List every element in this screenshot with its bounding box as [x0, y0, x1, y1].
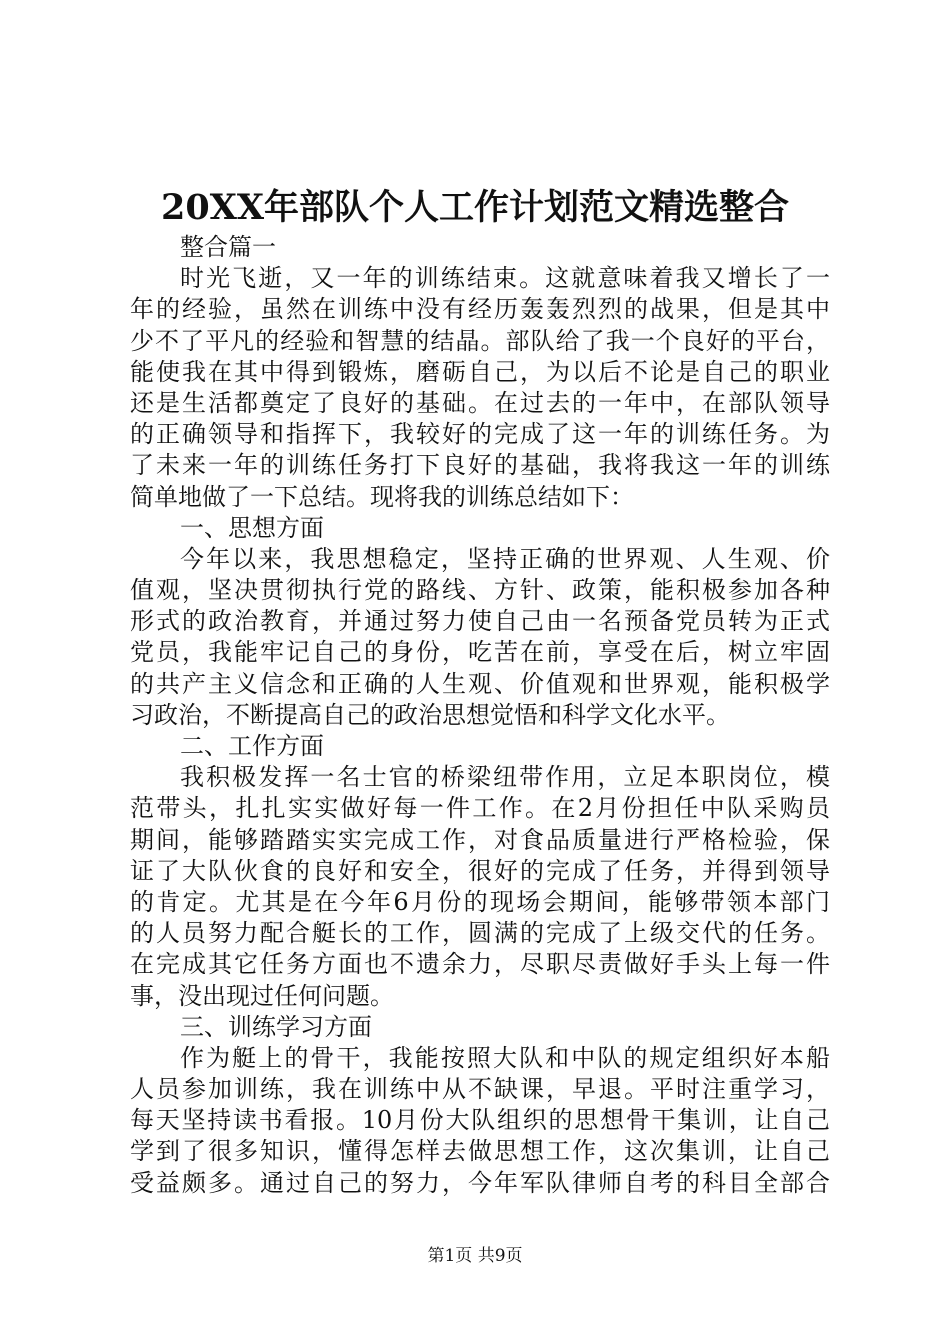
paragraph-line: 形式的政治教育，并通过努力使自己由一名预备党员转为正式: [130, 607, 830, 636]
paragraph-line: 的共产主义信念和正确的人生观、价值观和世界观，能积极学: [130, 669, 830, 698]
paragraph-line: 受益颇多。通过自己的努力，今年军队律师自考的科目全部合: [130, 1168, 830, 1197]
paragraph-line: 我积极发挥一名士官的桥梁纽带作用，立足本职岗位，模: [180, 763, 830, 792]
paragraph-line: 了未来一年的训练任务打下良好的基础，我将我这一年的训练: [130, 451, 830, 480]
paragraph-line: 证了大队伙食的良好和安全，很好的完成了任务，并得到领导: [130, 856, 830, 885]
paragraph-line: 习政治，不断提高自己的政治思想觉悟和科学文化水平。: [130, 700, 730, 729]
section-heading: 三、训练学习方面: [180, 1012, 372, 1041]
page-number: 第1页 共9页: [427, 1246, 523, 1266]
paragraph-line: 作为艇上的骨干，我能按照大队和中队的规定组织好本船: [180, 1043, 830, 1072]
paragraph-line: 简单地做了一下总结。现将我的训练总结如下：: [130, 482, 634, 511]
paragraph-line: 能使我在其中得到锻炼，磨砺自己，为以后不论是自己的职业: [130, 357, 830, 386]
paragraph-line: 期间，能够踏踏实实完成工作，对食品质量进行严格检验，保: [130, 825, 830, 854]
paragraph-line: 人员参加训练，我在训练中从不缺课，早退。平时注重学习，: [130, 1075, 830, 1104]
paragraph-line: 值观，坚决贯彻执行党的路线、方针、政策，能积极参加各种: [130, 576, 830, 605]
paragraph-line: 的正确领导和指挥下，我较好的完成了这一年的训练任务。为: [130, 420, 830, 449]
section-heading: 一、思想方面: [180, 513, 324, 542]
paragraph-line: 少不了平凡的经验和智慧的结晶。部队给了我一个良好的平台，: [130, 326, 830, 355]
paragraph-line: 的肯定。尤其是在今年6月份的现场会期间，能够带领本部门: [130, 887, 830, 916]
paragraph-line: 还是生活都奠定了良好的基础。在过去的一年中，在部队领导: [130, 388, 830, 417]
document-title: 20XX年部队个人工作计划范文精选整合: [160, 187, 790, 228]
paragraph-line: 时光飞逝，又一年的训练结束。这就意味着我又增长了一: [180, 264, 830, 293]
paragraph-line: 今年以来，我思想稳定，坚持正确的世界观、人生观、价: [180, 544, 830, 573]
paragraph-line: 年的经验，虽然在训练中没有经历轰轰烈烈的战果，但是其中: [130, 295, 830, 324]
paragraph-line: 学到了很多知识，懂得怎样去做思想工作，这次集训，让自己: [130, 1137, 830, 1166]
paragraph-line: 事，没出现过任何问题。: [130, 981, 394, 1010]
paragraph-line: 的人员努力配合艇长的工作，圆满的完成了上级交代的任务。: [130, 919, 830, 948]
paragraph-line: 范带头，扎扎实实做好每一件工作。在2月份担任中队采购员: [130, 794, 830, 823]
document-body: [130, 232, 830, 1199]
paragraph-line: 党员，我能牢记自己的身份，吃苦在前，享受在后，树立牢固: [130, 638, 830, 667]
section-heading: 二、工作方面: [180, 732, 324, 760]
section-label: 整合篇一: [180, 233, 276, 261]
paragraph-line: 每天坚持读书看报。10月份大队组织的思想骨干集训，让自己: [130, 1106, 830, 1135]
paragraph-line: 在完成其它任务方面也不遗余力，尽职尽责做好手头上每一件: [130, 950, 830, 979]
